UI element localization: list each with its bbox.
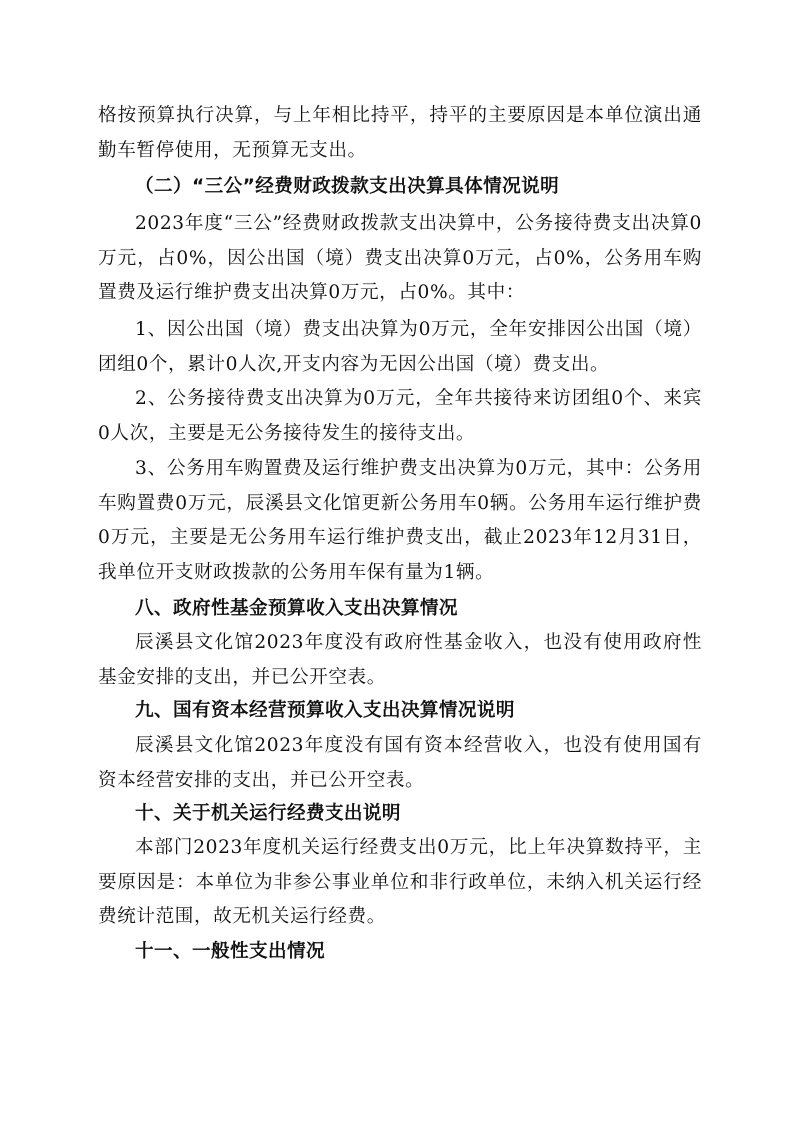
paragraph-continued: 格按预算执行决算，与上年相比持平，持平的主要原因是本单位演出通勤车暂停使用，无预算无支出。 [98,105,702,161]
paragraph-government-fund: 辰溪县文化馆2023年度没有政府性基金收入，也没有使用政府性基金安排的支出，并已公开空表。 [98,632,702,688]
paragraph-state-capital: 辰溪县文化馆2023年度没有国有资本经营收入，也没有使用国有资本经营安排的支出，并已公开空表。 [98,735,702,791]
paragraph-reception-expense: 2、公务接待费支出决算为0万元，全年共接待来访团组0个、来宾0人次，主要是无公务接待发生的接待支出。 [98,388,702,444]
section-heading-11: 十一、一般性支出情况 [135,941,325,962]
section-heading-sangong: （二）“三公”经费财政拨款支出决算具体情况说明 [135,176,560,197]
paragraph-sangong-summary: 2023年度“三公”经费财政拨款支出决算中，公务接待费支出决算0万元，占0%，因公出国（境）费支出决算0万元，占0%，公务用车购置费及运行维护费支出决算0万元，占0%。其中： [98,213,702,303]
paragraph-overseas-expense: 1、因公出国（境）费支出决算为0万元，全年安排因公出国（境）团组0个，累计0人次,开支内容为无因公出国（境）费支出。 [98,319,702,375]
paragraph-operating-expense: 本部门2023年度机关运行经费支出0万元，比上年决算数持平，主要原因是：本单位为非参公事业单位和非行政单位，未纳入机关运行经费统计范围，故无机关运行经费。 [98,837,702,927]
section-heading-10: 十、关于机关运行经费支出说明 [135,803,401,824]
paragraph-vehicle-expense: 3、公务用车购置费及运行维护费支出决算为0万元，其中：公务用车购置费0万元，辰溪县文化馆更新公务用车0辆。公务用车运行维护费0万元，主要是无公务用车运行维护费支出，截止2023年12月31日，我单位开支财政拨款的公务用车保有量为1辆。 [98,458,702,583]
section-heading-9: 九、国有资本经营预算收入支出决算情况说明 [135,700,515,721]
section-heading-8: 八、政府性基金预算收入支出决算情况 [135,598,458,619]
